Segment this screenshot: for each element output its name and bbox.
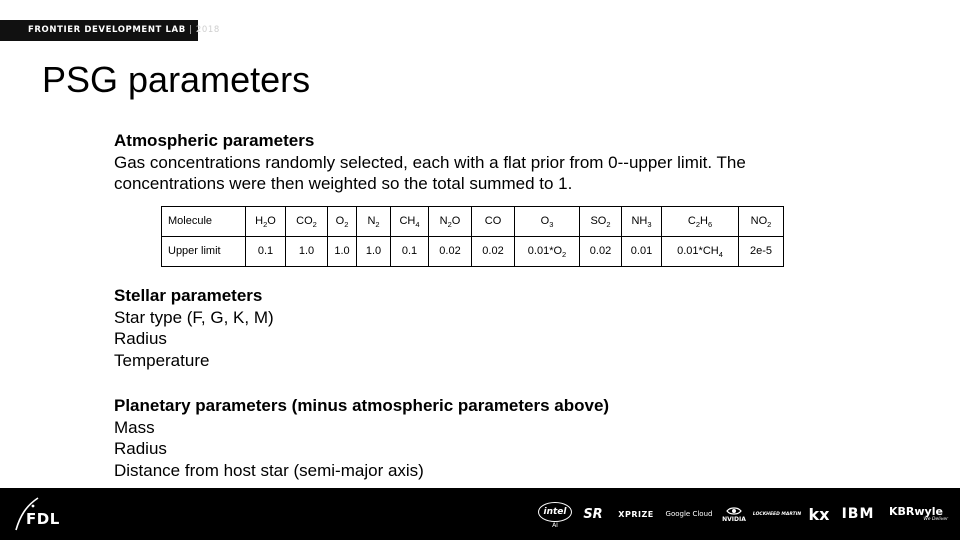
kbrwyle-logo [884, 502, 948, 526]
fdl-logo-text: FDL [26, 510, 60, 528]
limit-cell: 0.02 [429, 237, 472, 267]
limit-cell: 0.02 [472, 237, 515, 267]
nvidia-text: NVIDIA [722, 515, 746, 523]
limit-cell: $0.01*CH_4$ [662, 237, 739, 267]
molecule-cell: $H_2O$ [246, 207, 286, 237]
limit-cell: 0.1 [246, 237, 286, 267]
banner-separator: | [185, 25, 196, 35]
limit-cell: 0.02 [580, 237, 622, 267]
limit-cell: $0.01*O_2$ [515, 237, 580, 267]
stellar-section [114, 285, 274, 371]
molecule-cell: $NH_3$ [622, 207, 662, 237]
lockheed-martin-logo: LOCKHEED MARTIN [752, 511, 802, 517]
atmospheric-heading: Atmospheric parameters [114, 131, 315, 150]
molecule-cell: $N_2O$ [429, 207, 472, 237]
planetary-item: Distance from host star (semi-major axis) [114, 460, 424, 480]
upper-limit-header-cell: Upper limit [162, 237, 246, 267]
molecule-row [162, 207, 784, 237]
molecule-cell: $CH_4$ [391, 207, 429, 237]
xprize-logo: XPRIZE [618, 509, 654, 519]
banner-year: 2018 [195, 25, 220, 35]
nvidia-logo [720, 502, 748, 526]
molecule-cell: $NO_2$ [739, 207, 784, 237]
limit-cell: 0.01 [622, 237, 662, 267]
stellar-item: Temperature [114, 350, 210, 370]
atmospheric-section [114, 130, 814, 195]
kbrwyle-tagline: We Deliver [923, 516, 948, 522]
stellar-item: Radius [114, 329, 167, 348]
molecule-cell: $SO_2$ [580, 207, 622, 237]
molecule-cell: $C_2H_6$ [662, 207, 739, 237]
slide-title: PSG parameters [42, 59, 311, 100]
intel-ai-label: AI [552, 521, 558, 529]
stellar-item: Star type (F, G, K, M) [114, 307, 274, 327]
banner-main-text: FRONTIER DEVELOPMENT LAB [28, 25, 186, 35]
molecule-limits-table [161, 206, 784, 267]
molecule-cell: CO [472, 207, 515, 237]
limit-cell: 1.0 [328, 237, 357, 267]
upper-limit-row [162, 237, 784, 267]
fdl-top-banner [0, 20, 220, 41]
molecule-cell: $N_2$ [357, 207, 391, 237]
molecule-cell: $O_3$ [515, 207, 580, 237]
planetary-item: Radius [114, 439, 167, 458]
sponsor-footer [0, 488, 960, 540]
molecule-cell: $CO_2$ [286, 207, 328, 237]
limit-cell: 1.0 [357, 237, 391, 267]
google-cloud-logo: Google Cloud [665, 510, 713, 518]
molecule-header-cell: Molecule [162, 207, 246, 237]
space-resources-logo: SR [583, 506, 603, 522]
ibm-logo: IBM [841, 506, 875, 522]
nvidia-eye-icon [726, 506, 742, 516]
limit-cell: 0.1 [391, 237, 429, 267]
planetary-item: Mass [114, 417, 155, 437]
planetary-section [114, 395, 609, 481]
molecule-cell: $O_2$ [328, 207, 357, 237]
stellar-heading: Stellar parameters [114, 286, 263, 305]
intel-logo: intel [538, 502, 572, 522]
planetary-heading: Planetary parameters (minus atmospheric parameters above) [114, 396, 610, 415]
limit-cell: 2e-5 [739, 237, 784, 267]
limit-cell: 1.0 [286, 237, 328, 267]
atmospheric-description: Gas concentrations randomly selected, each with a flat prior from 0--upper limit. The concentrations were then weighted so the total summed to 1. [114, 152, 746, 193]
kx-logo: kx [808, 504, 830, 524]
kbrwyle-text: KBRwyle [889, 504, 943, 518]
